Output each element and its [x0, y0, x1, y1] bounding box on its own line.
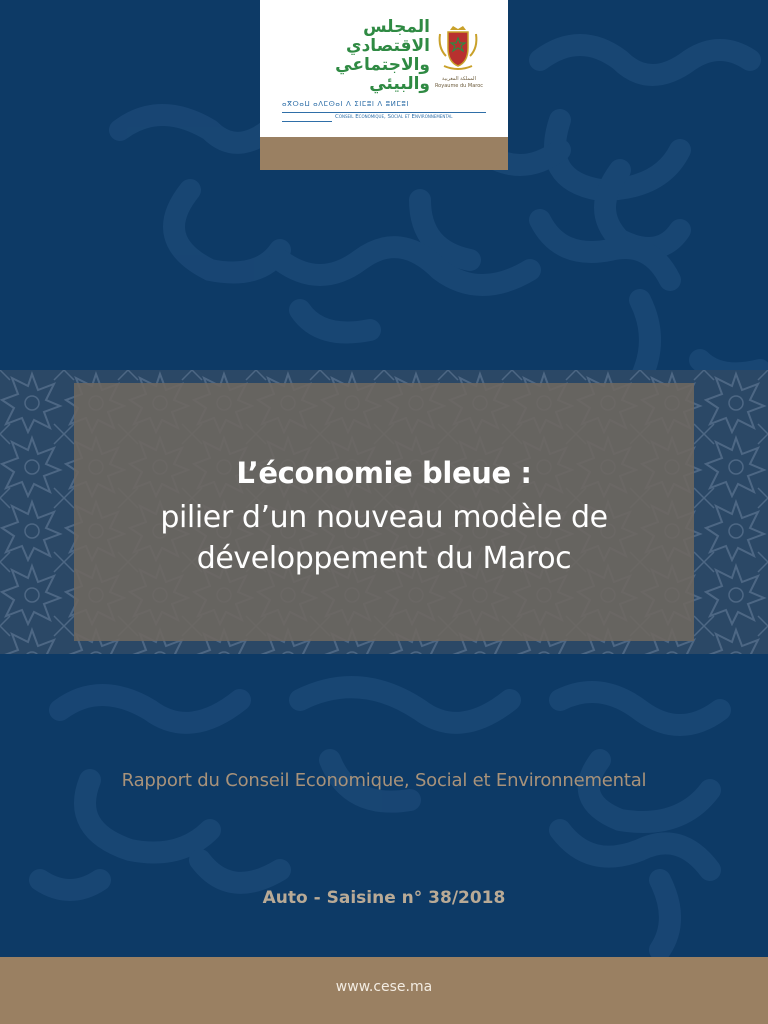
royal-emblem-icon [436, 24, 480, 72]
emblem-caption-arabic: المملكة المغربية [442, 76, 476, 82]
logo-arabic-line: والاجتماعي [335, 55, 430, 75]
report-title-line-2: pilier d’un nouveau modèle de [160, 500, 608, 535]
logo-divider [282, 112, 486, 113]
report-title-line-3: développement du Maroc [196, 541, 572, 576]
logo-accent-bar [260, 137, 508, 170]
logo-arabic-name [280, 18, 430, 94]
saisine-number: Auto - Saisine n° 38/2018 [262, 888, 506, 908]
logo-tifinagh-name: ⴰⴳⵔⴰⵡ ⴰⴷⵎⵙⴰⵏ ⴷ ⵉⵏⵎⵓⵏ ⴷ ⵓⵍⵎⵓⵏ [282, 100, 410, 108]
report-subtitle: Rapport du Conseil Economique, Social et Environnemental [121, 770, 647, 791]
report-title-line-1: L’économie bleue : [236, 456, 532, 490]
emblem-caption [430, 76, 488, 90]
cese-logo [260, 0, 508, 170]
logo-arabic-line: الاقتصادي [346, 36, 430, 56]
logo-arabic-line: والبيئي [369, 74, 430, 94]
footer-bar [0, 957, 768, 1024]
logo-arabic-line: المجلس [363, 17, 430, 37]
logo-french-name: Conseil Economique, Social et Environnemental [335, 114, 453, 120]
logo-divider [282, 121, 332, 122]
website-link[interactable]: www.cese.ma [335, 979, 433, 995]
emblem-caption-french: Royaume du Maroc [434, 83, 484, 89]
